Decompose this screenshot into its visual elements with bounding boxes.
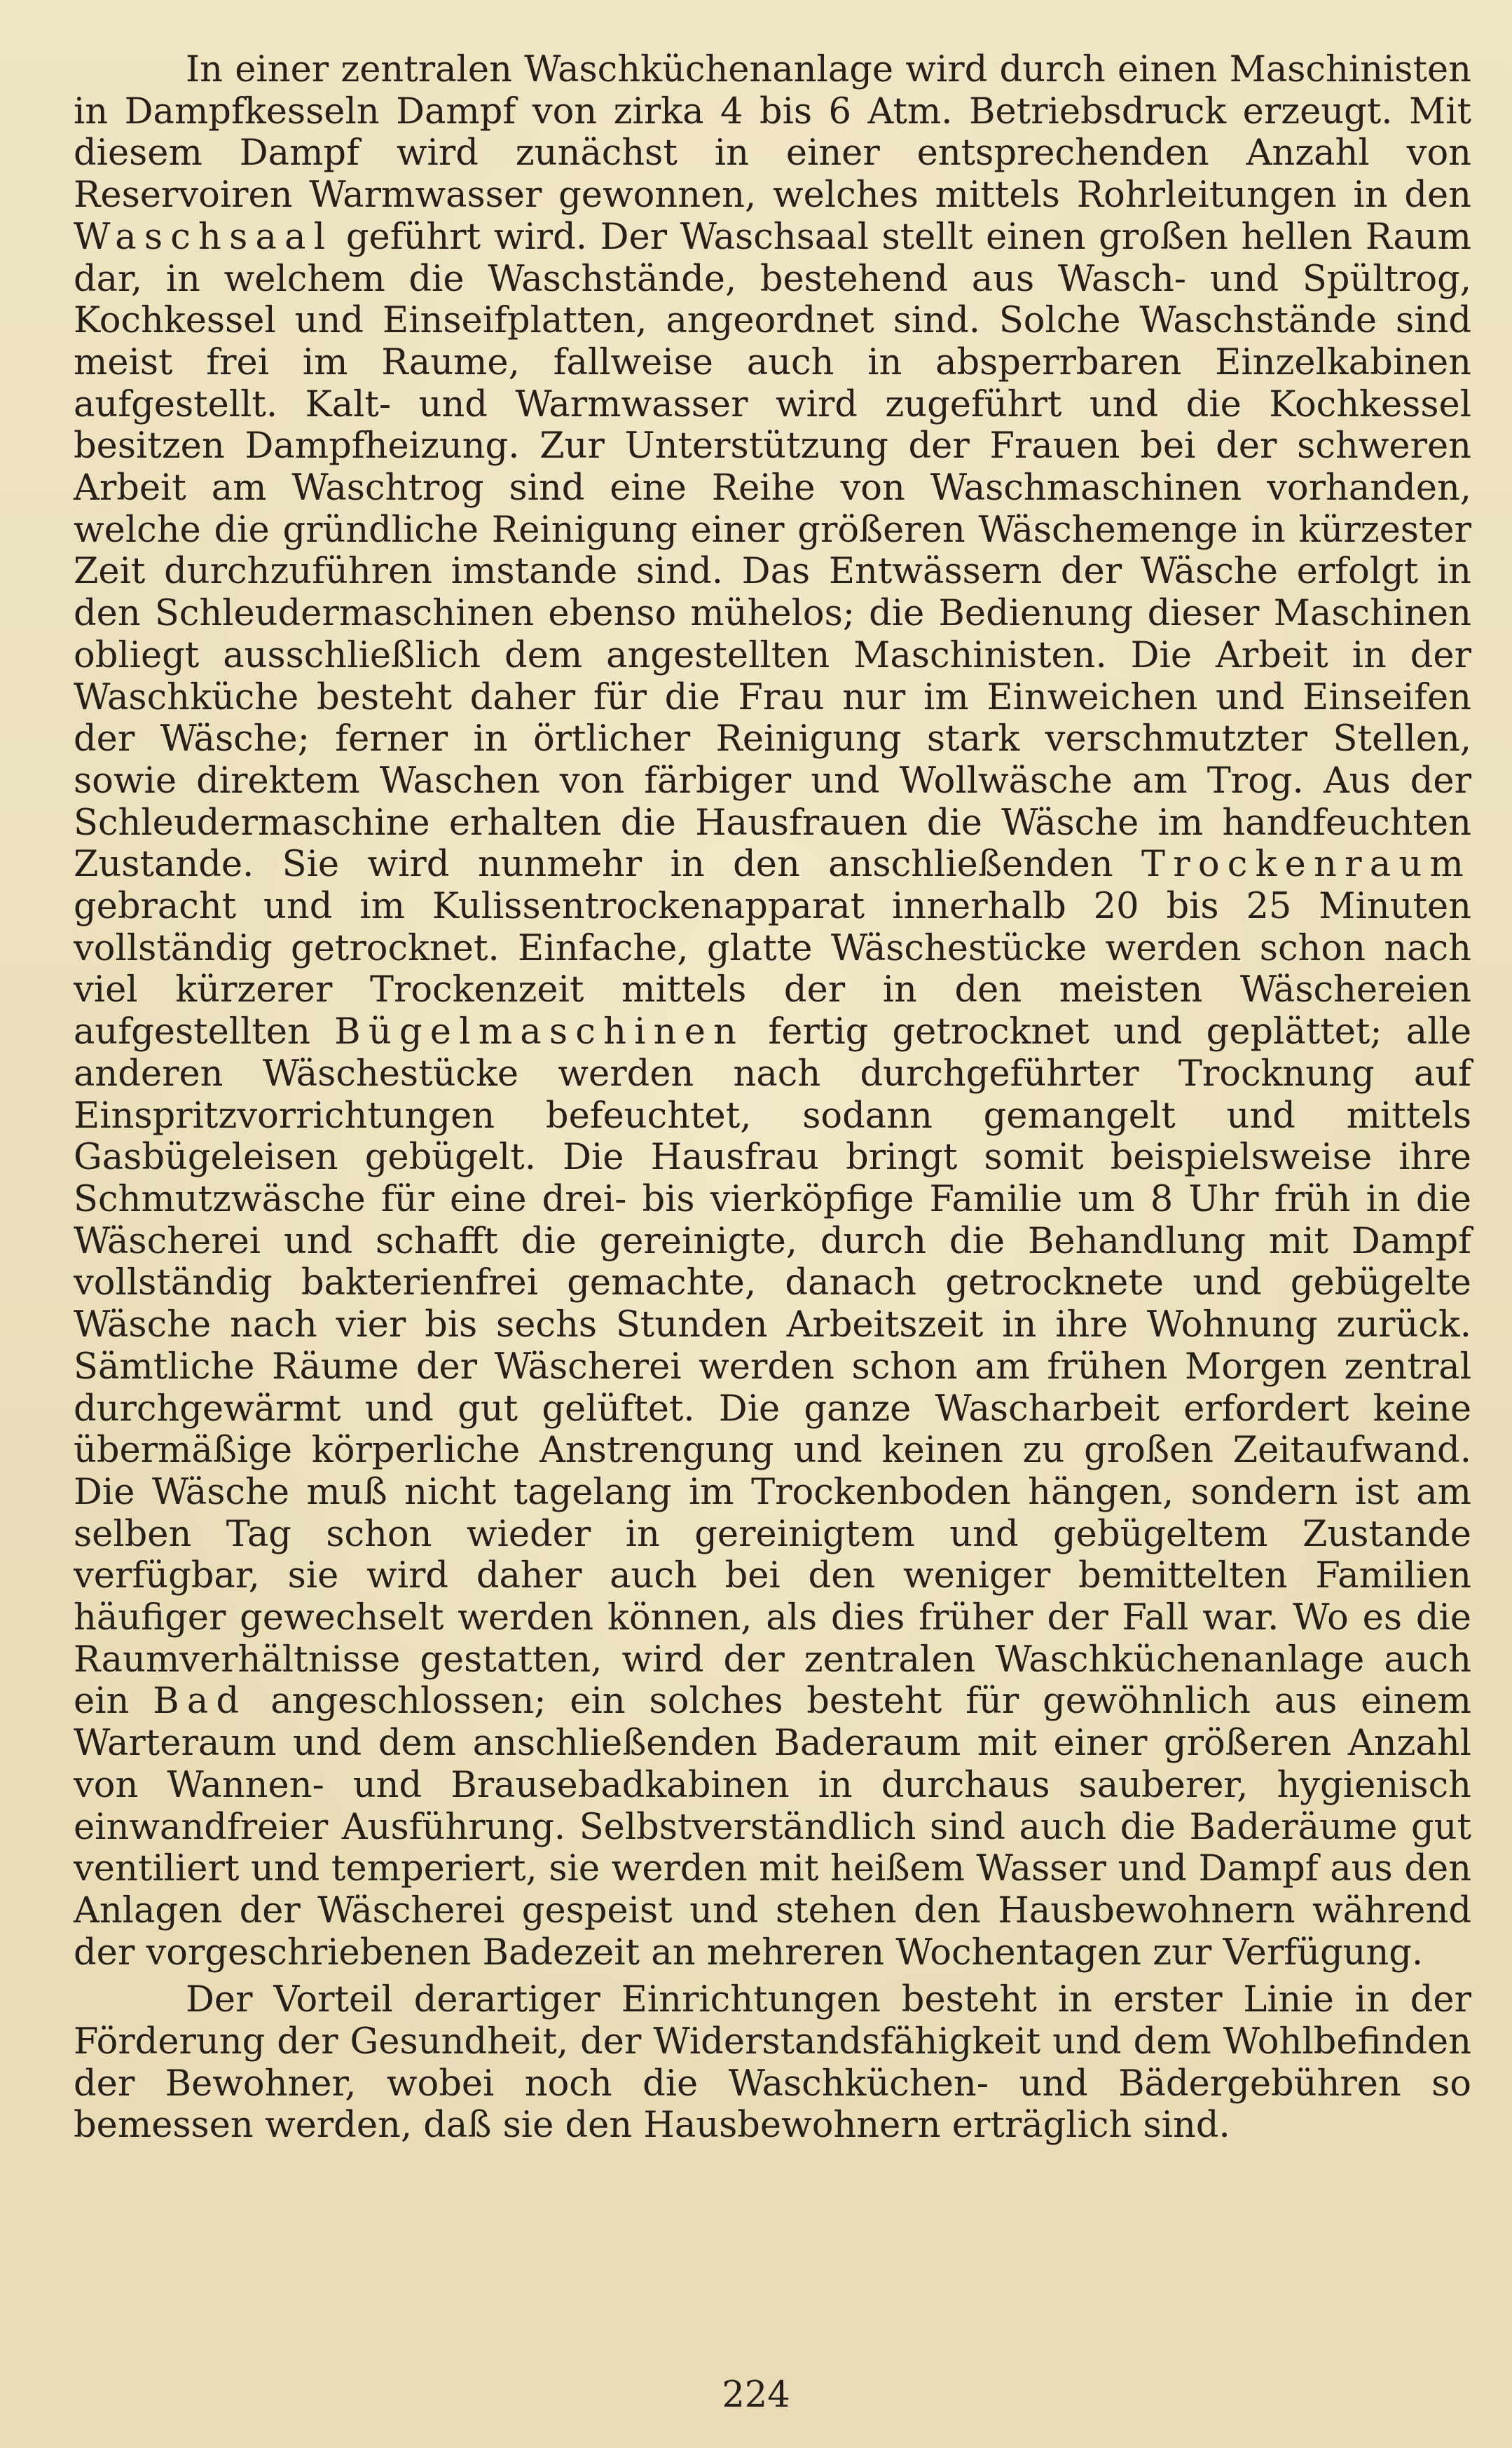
emphasized-term-bad: Bad — [153, 1681, 247, 1723]
text-segment: fertig getrocknet und geplättet; alle anderen Wäschestücke werden nach durchgeführter Trocknung auf Einspritzvorrichtungen befeuchtet, sodann gemangelt und mittels Gasbügeleisen gebügelt. Die Hausfrau bringt somit beispielsweise ihre Schmutzwäsche für eine drei- bis vierköpfige Familie um 8 Uhr früh in die Wäscherei und schafft die gereinigte, durch die Behandlung mit Dampf vollständig bakterienfrei gemachte, danach getrocknete und gebügelte Wäsche nach vier bis sechs Stunden Arbeitszeit in ihre Wohnung zurück. Sämtliche Räume der Wäscherei werden schon am frühen Morgen zentral durchgewärmt und gut gelüftet. Die ganze Wascharbeit erfordert keine übermäßige körperliche Anstrengung und keinen zu großen Zeitaufwand. Die Wäsche muß nicht tagelang im Trockenboden hängen, sondern ist am selben Tag schon wieder in gereinigtem und gebügeltem Zustande verfügbar, sie wird daher auch bei den weniger bemittelten Familien häufiger gewechselt werden können, als dies früher der Fall war. Wo es die Raumverhältnisse gestatten, wird der zentralen Waschküchenanlage auch ein — [74, 1011, 1471, 1723]
paragraph-laundry-description — [74, 49, 1471, 1974]
text-segment: Der Vorteil derartiger Einrichtungen besteht in erster Linie in der Förderung der Gesundheit, der Widerstandsfähigkeit und dem Wohlbefinden der Bewohner, wobei noch die Waschküchen- und Bädergebühren so bemessen werden, daß sie den Hausbewohnern erträglich sind. — [74, 1979, 1471, 2147]
body-text — [74, 49, 1471, 2147]
paragraph-advantages — [74, 1979, 1471, 2147]
text-segment: angeschlossen; ein solches besteht für gewöhnlich aus einem Warteraum und dem anschließenden Baderaum mit einer größeren Anzahl von Wannen- und Brausebadkabinen in durchaus sauberer, hygienisch einwandfreier Ausführung. Selbstverständlich sind auch die Baderäume gut ventiliert und temperiert, sie werden mit heißem Wasser und Dampf aus den Anlagen der Wäscherei gespeist und stehen den Hausbewohnern während der vorgeschriebenen Badezeit an mehreren Wochentagen zur Verfügung. — [74, 1681, 1471, 1974]
emphasized-term-trockenraum: Trockenraum — [1141, 844, 1471, 886]
emphasized-term-waschsaal: Waschsaal — [74, 216, 334, 258]
text-segment: In einer zentralen Waschküchenanlage wird durch einen Maschinisten in Dampfkesseln Dampf von zirka 4 bis 6 Atm. Betriebsdruck erzeugt. Mit diesem Dampf wird zunächst in einer entsprechenden Anzahl von Reservoiren Warmwasser gewonnen, welches mittels Rohrleitungen in den — [74, 49, 1471, 217]
text-segment: gebracht und im Kulissentrockenapparat innerhalb 20 bis 25 Minuten vollständig getrocknet. Einfache, glatte Wäschestücke werden schon nach viel kürzerer Trockenzeit mittels der in den meisten Wäschereien aufgestellten — [74, 886, 1471, 1053]
emphasized-term-buegelmaschinen: Bügelmaschinen — [334, 1011, 745, 1053]
page-number: 224 — [722, 2374, 790, 2416]
text-segment: geführt wird. Der Waschsaal stellt einen großen hellen Raum dar, in welchem die Waschstände, bestehend aus Wasch- und Spültrog, Kochkessel und Einseifplatten, angeordnet sind. Solche Waschstände sind meist frei im Raume, fallweise auch in absperrbaren Einzelkabinen aufgestellt. Kalt- und Warmwasser wird zugeführt und die Kochkessel besitzen Dampfheizung. Zur Unterstützung der Frauen bei der schweren Arbeit am Waschtrog sind eine Reihe von Waschmaschinen vorhanden, welche die gründliche Reinigung einer größeren Wäschemenge in kürzester Zeit durchzuführen imstande sind. Das Entwässern der Wäsche erfolgt in den Schleudermaschinen ebenso mühelos; die Bedienung dieser Maschinen obliegt ausschließlich dem angestellten Maschinisten. Die Arbeit in der Waschküche besteht daher für die Frau nur im Einweichen und Einseifen der Wäsche; ferner in örtlicher Reinigung stark verschmutzter Stellen, sowie direktem Waschen von färbiger und Wollwäsche am Trog. Aus der Schleudermaschine erhalten die Hausfrauen die Wäsche im handfeuchten Zustande. Sie wird nunmehr in den anschließenden — [74, 216, 1471, 886]
